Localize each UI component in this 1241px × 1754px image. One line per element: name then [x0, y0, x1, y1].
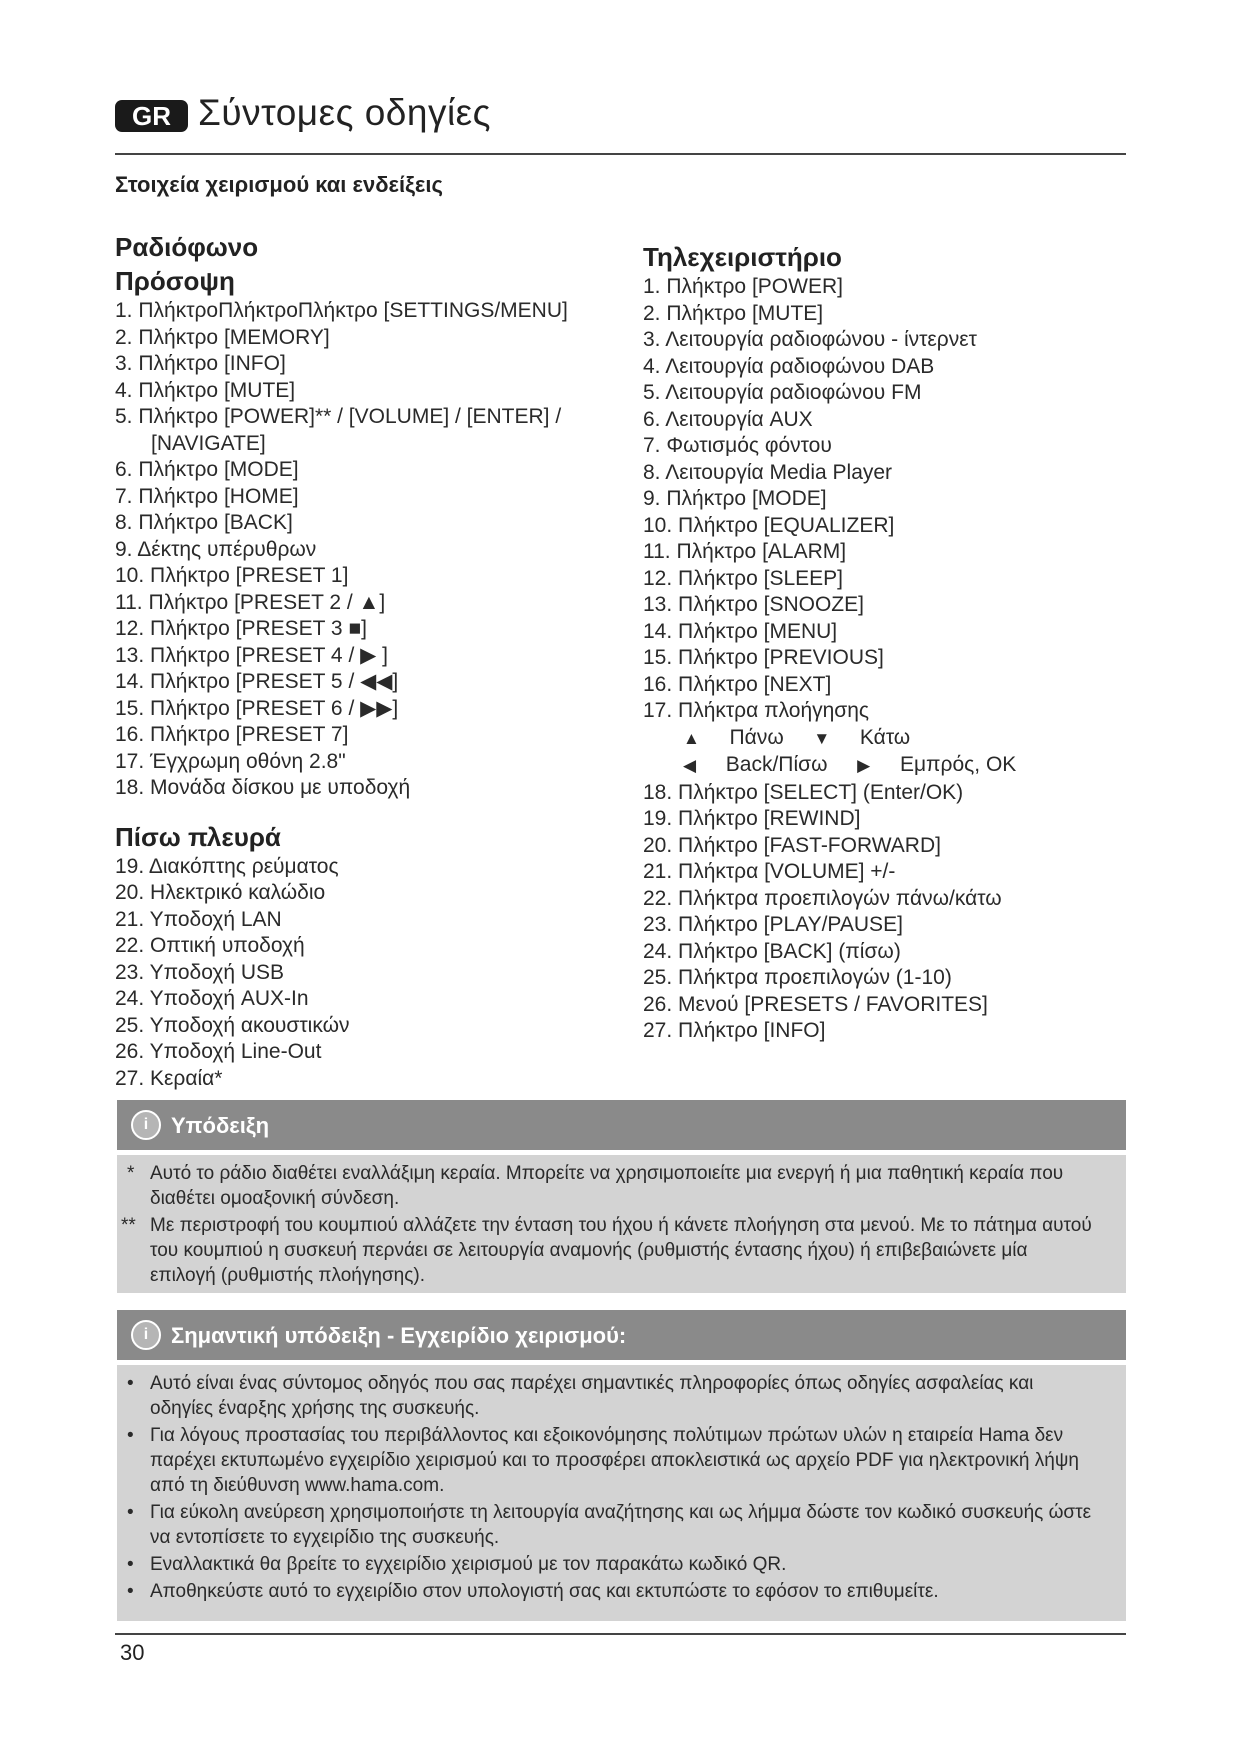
- list-item: 6. Λειτουργία AUX: [643, 407, 813, 431]
- list-item: 1. ΠλήκτροΠλήκτροΠλήκτρο [SETTINGS/MENU]: [115, 299, 568, 322]
- nav-right-label: Εμπρός, OK: [899, 753, 1017, 776]
- list-item: 3. Λειτουργία ραδιοφώνου - ίντερνετ: [643, 328, 977, 351]
- arrow-left-icon: ◀: [683, 756, 697, 775]
- list-item: 21. Υποδοχή LAN: [115, 907, 282, 931]
- list-item: 3. Πλήκτρο [INFO]: [115, 352, 286, 375]
- bullet: •: [127, 1554, 134, 1575]
- heading-back: Πίσω πλευρά: [115, 821, 281, 852]
- heading-remote: Τηλεχειριστήριο: [643, 242, 842, 272]
- list-item: 19. Διακόπτης ρεύματος: [115, 854, 339, 878]
- list-item: 6. Πλήκτρο [MODE]: [115, 458, 299, 481]
- language-badge: GR: [115, 100, 188, 132]
- list-item: 12. Πλήκτρο [PRESET 3 ■]: [115, 617, 367, 640]
- list-item: 13. Πλήκτρο [PRESET 4 / ▶ ]: [115, 643, 388, 667]
- note-text: Με περιστροφή του κουμπιού αλλάζετε την ένταση του ήχου ή κάνετε πλοήγηση στα μενού. Με το πάτημα αυτού του κουμπιού η συσκευή περνάει σε λειτουργία αναμονής (ρυθμιστής έντασης ήχου) ή επιβεβαιώνετε μία επιλογή (ρυθμιστής πλοήγησης).: [150, 1215, 1092, 1286]
- list-item: 17. Πλήκτρα πλοήγησης: [643, 699, 870, 722]
- list-item: 16. Πλήκτρο [PRESET 7]: [115, 723, 349, 746]
- list-item: 22. Οπτική υποδοχή: [115, 934, 305, 957]
- list-item: 20. Ηλεκτρικό καλώδιο: [115, 881, 326, 904]
- bullet: •: [127, 1581, 134, 1602]
- list-item: 11. Πλήκτρο [ALARM]: [643, 540, 847, 563]
- list-item: 27. Κεραία*: [115, 1066, 223, 1090]
- arrow-right-icon: ▶: [857, 756, 871, 775]
- arrow-up-icon: ▲: [683, 728, 700, 748]
- page-title: Σύντομες οδηγίες: [198, 92, 491, 133]
- list-item: 11. Πλήκτρο [PRESET 2 / ▲]: [115, 590, 386, 614]
- note-row: [117, 1371, 1126, 1421]
- list-item: 19. Πλήκτρο [REWIND]: [643, 807, 861, 830]
- note-title: Υπόδειξη: [171, 1113, 270, 1138]
- list-item: 25. Υποδοχή ακουστικών: [115, 1013, 350, 1037]
- note-header: [117, 1100, 1126, 1150]
- note-row: [117, 1213, 1126, 1288]
- list-item: 14. Πλήκτρο [PRESET 5 / ◀◀]: [115, 670, 399, 693]
- info-icon: i: [131, 1320, 161, 1350]
- list-item: 5. Λειτουργία ραδιοφώνου FM: [643, 381, 922, 404]
- note-mark: *: [127, 1163, 135, 1184]
- list-item: 16. Πλήκτρο [NEXT]: [643, 672, 832, 696]
- right-column: [643, 240, 1133, 1045]
- note-title: Σημαντική υπόδειξη - Εγχειρίδιο χειρισμού:: [171, 1323, 627, 1348]
- list-item: 26. Υποδοχή Line-Out: [115, 1040, 322, 1063]
- note-text: Εναλλακτικά θα βρείτε το εγχειρίδιο χειρισμού με τον παρακάτω κωδικό QR.: [150, 1554, 787, 1575]
- list-item: 9. Δέκτης υπέρυθρων: [115, 537, 317, 561]
- list-item: 8. Λειτουργία Media Player: [643, 460, 893, 484]
- list-item: 24. Υποδοχή AUX-In: [115, 987, 309, 1010]
- list-item: 7. Φωτισμός φόντου: [643, 434, 832, 457]
- list-item: 7. Πλήκτρο [HOME]: [115, 484, 299, 508]
- title-divider: [115, 153, 1126, 155]
- list-item: 15. Πλήκτρο [PRESET 6 / ▶▶]: [115, 696, 399, 720]
- nav-keys-left-right: [643, 752, 1133, 780]
- list-item: 25. Πλήκτρα προεπιλογών (1-10): [643, 966, 952, 989]
- nav-down-label: Κάτω: [859, 725, 911, 749]
- list-item: 2. Πλήκτρο [MUTE]: [643, 301, 824, 325]
- note-text: Αποθηκεύστε αυτό το εγχειρίδιο στον υπολογιστή σας και εκτυπώστε το εφόσον το επιθυμείτε.: [150, 1581, 939, 1602]
- front-list: [115, 298, 635, 802]
- list-item: 21. Πλήκτρα [VOLUME] +/-: [643, 860, 896, 883]
- list-item: 26. Μενού [PRESETS / FAVORITES]: [643, 992, 988, 1016]
- list-item: 1. Πλήκτρο [POWER]: [643, 275, 843, 298]
- nav-up-label: Πάνω: [729, 725, 784, 749]
- important-note-body: [117, 1365, 1126, 1621]
- list-item: 17. Έγχρωμη οθόνη 2.8": [115, 749, 346, 773]
- list-item: 9. Πλήκτρο [MODE]: [643, 487, 827, 510]
- list-item: 10. Πλήκτρο [EQUALIZER]: [643, 513, 895, 537]
- list-item: 20. Πλήκτρο [FAST-FORWARD]: [643, 833, 941, 857]
- important-note-header: [117, 1310, 1126, 1360]
- heading-front: Πρόσοψη: [115, 266, 235, 296]
- nav-keys-up-down: [643, 725, 1133, 753]
- list-item: 23. Πλήκτρο [PLAY/PAUSE]: [643, 913, 903, 936]
- bullet: •: [127, 1373, 134, 1394]
- section-subtitle: Στοιχεία χειρισμού και ενδείξεις: [115, 172, 443, 197]
- list-item: 15. Πλήκτρο [PREVIOUS]: [643, 646, 884, 669]
- list-item: 23. Υποδοχή USB: [115, 960, 285, 984]
- list-item: 14. Πλήκτρο [MENU]: [643, 619, 838, 643]
- list-item: 4. Λειτουργία ραδιοφώνου DAB: [643, 354, 935, 378]
- note-row: [117, 1500, 1126, 1550]
- note-row: [117, 1579, 1126, 1604]
- list-item: 8. Πλήκτρο [BACK]: [115, 511, 293, 534]
- list-item: 2. Πλήκτρο [MEMORY]: [115, 325, 330, 349]
- left-column: [115, 230, 635, 1092]
- nav-left-label: Back/Πίσω: [725, 753, 828, 776]
- list-item: 12. Πλήκτρο [SLEEP]: [643, 566, 844, 590]
- list-item: 10. Πλήκτρο [PRESET 1]: [115, 564, 349, 587]
- back-list: [115, 854, 635, 1093]
- note-body: [117, 1155, 1126, 1293]
- heading-radio: Ραδιόφωνο: [115, 232, 259, 262]
- note-row: [117, 1423, 1126, 1498]
- note-row: [117, 1552, 1126, 1577]
- list-item: 22. Πλήκτρα προεπιλογών πάνω/κάτω: [643, 886, 1002, 910]
- list-item-continuation: [115, 431, 635, 458]
- list-item: 18. Πλήκτρο [SELECT] (Enter/OK): [643, 780, 964, 804]
- note-mark: **: [121, 1215, 136, 1236]
- list-item: 27. Πλήκτρο [INFO]: [643, 1019, 826, 1042]
- note-text: Για λόγους προστασίας του περιβάλλοντος και εξοικονόμησης πολύτιμων πρώτων υλών η εταιρεία Hama δεν παρέχει εκτυπωμένο εγχειρίδιο χειρισμού και το προσφέρει αποκλειστικά ως αρχείο PDF για ηλεκτρονική λήψη από τη διεύθυνση www.hama.com.: [150, 1425, 1079, 1496]
- remote-list-a: [643, 274, 1133, 725]
- page-number: 30: [120, 1640, 145, 1665]
- list-item: 18. Μονάδα δίσκου με υποδοχή: [115, 776, 411, 799]
- bullet: •: [127, 1502, 134, 1523]
- remote-list-b: [643, 780, 1133, 1045]
- arrow-down-icon: ▼: [813, 728, 831, 748]
- note-text: Αυτό το ράδιο διαθέτει εναλλάξιμη κεραία. Μπορείτε να χρησιμοποιείτε μια ενεργή ή μια παθητική κεραία που διαθέτει ομοαξονική σύνδεση.: [150, 1163, 1064, 1209]
- note-text: Αυτό είναι ένας σύντομος οδηγός που σας παρέχει σημαντικές πληροφορίες όπως οδηγίες ασφαλείας και οδηγίες έναρξης χρήσης της συσκευής.: [150, 1373, 1034, 1419]
- footer-divider: [115, 1633, 1126, 1635]
- note-row: [117, 1161, 1126, 1211]
- list-item: 13. Πλήκτρο [SNOOZE]: [643, 593, 864, 616]
- list-item: 4. Πλήκτρο [MUTE]: [115, 378, 296, 402]
- bullet: •: [127, 1425, 134, 1446]
- note-text: Για εύκολη ανεύρεση χρησιμοποιήστε τη λειτουργία αναζήτησης και ως λήμμα δώστε τον κωδικό συσκευής ώστε να εντοπίσετε το εγχειρίδιο της συσκευής.: [150, 1502, 1092, 1548]
- list-item: 24. Πλήκτρο [BACK] (πίσω): [643, 939, 901, 963]
- continuation-text: [NAVIGATE]: [151, 431, 266, 455]
- list-item: 5. Πλήκτρο [POWER]** / [VOLUME] / [ENTER] /: [115, 405, 562, 428]
- info-icon: i: [131, 1110, 161, 1140]
